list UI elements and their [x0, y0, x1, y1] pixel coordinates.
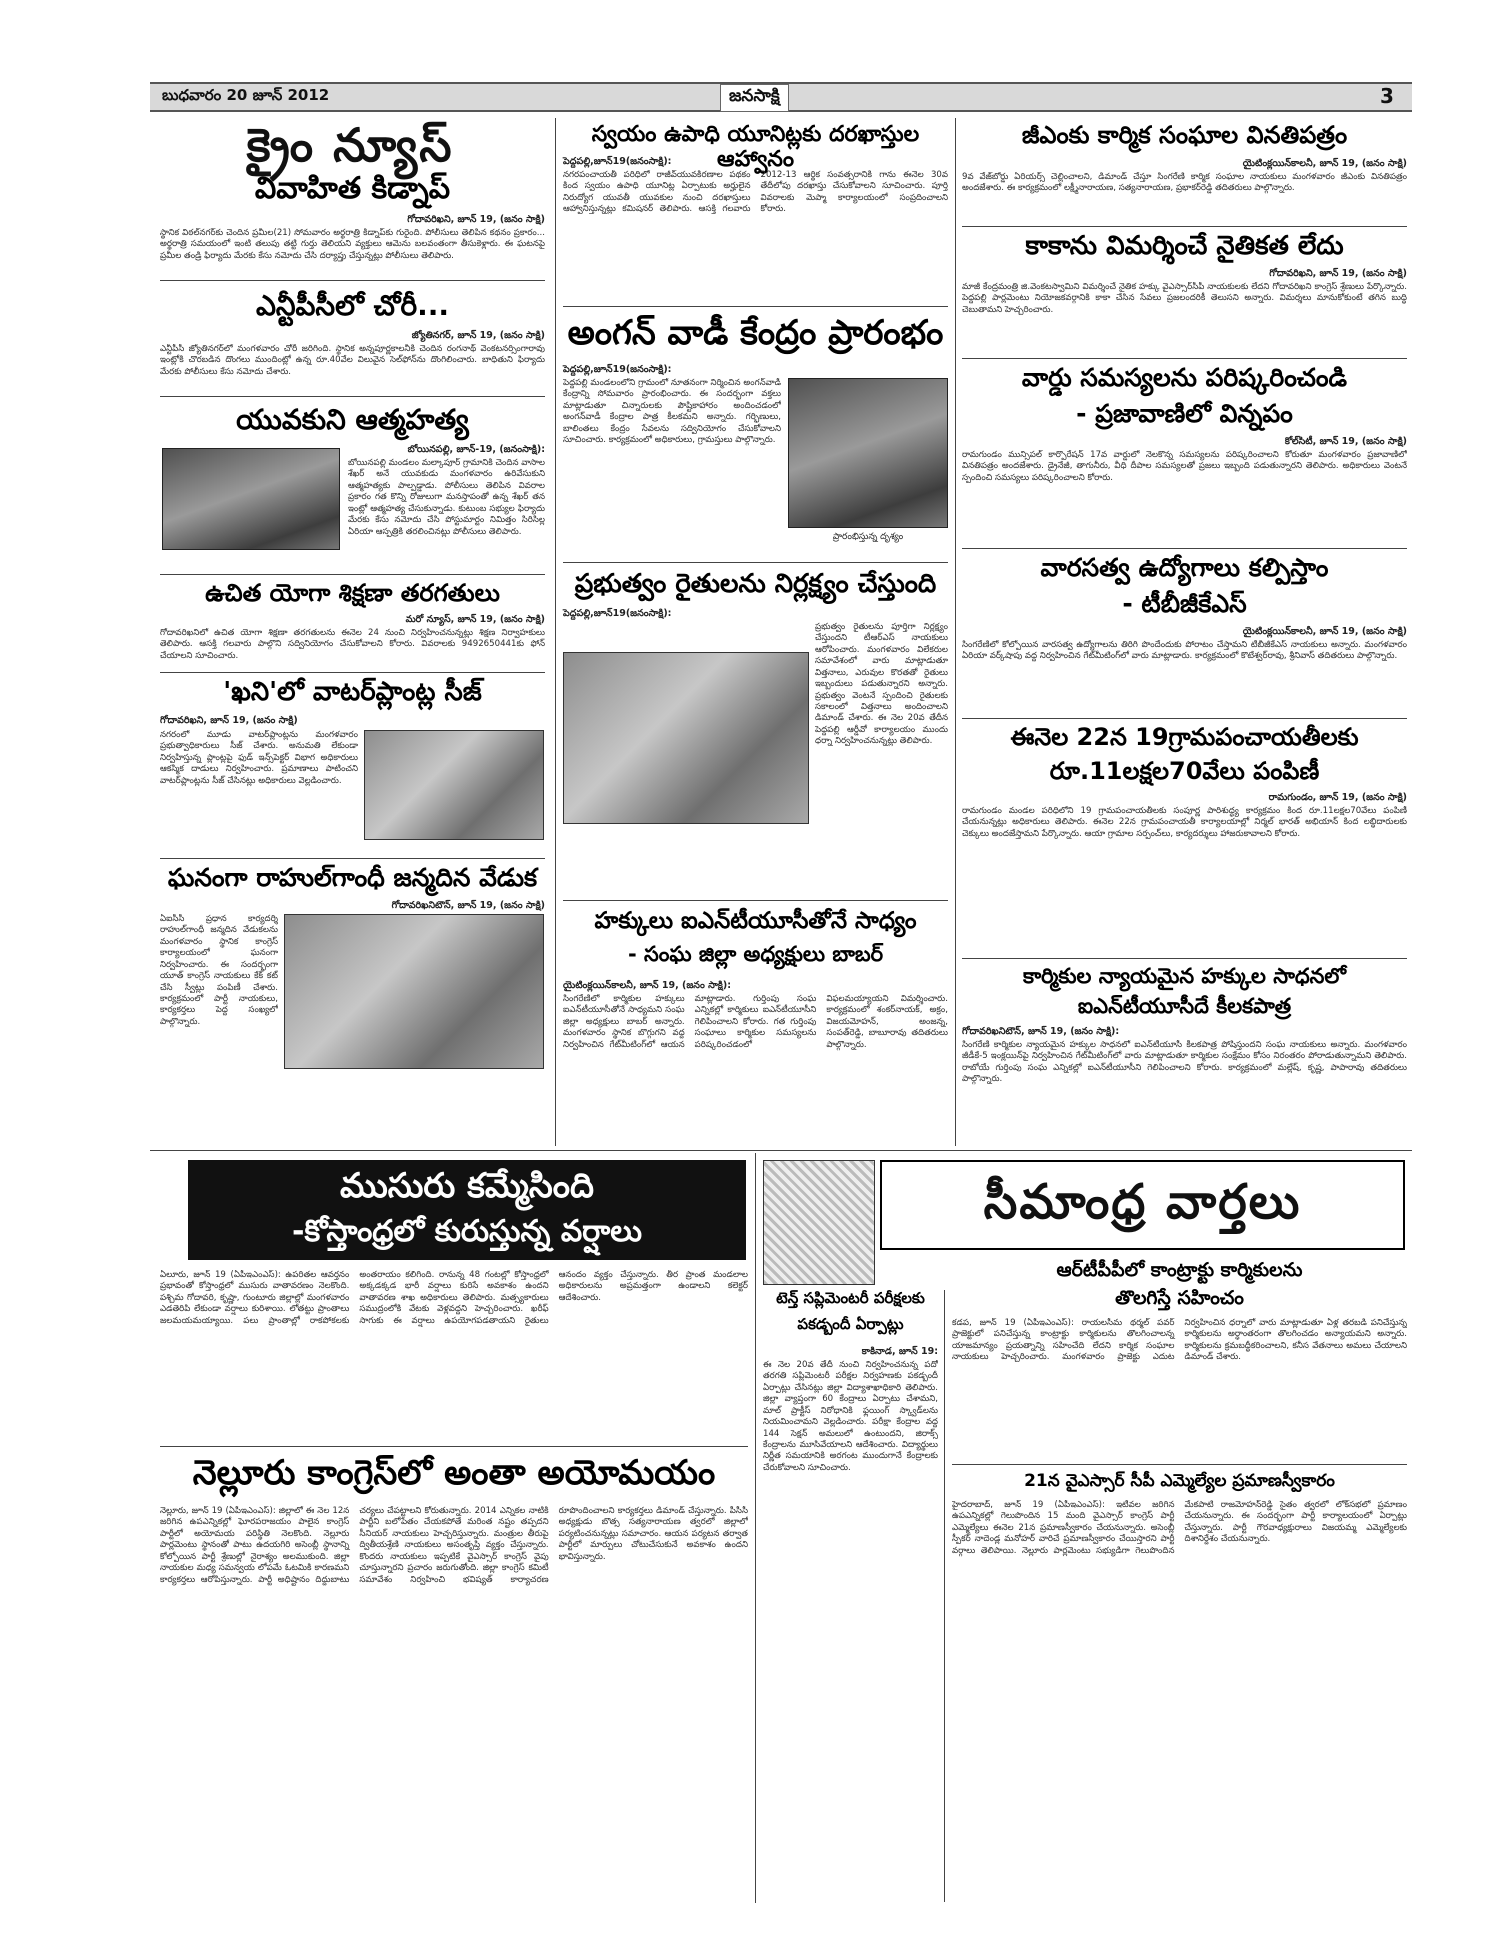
- headline-tenth-supplementary: టెన్త్ సప్లిమెంటరీ పరీక్షలకు: [776, 1289, 925, 1307]
- subheadline-tbgks: - టీబీజీకేఎస్: [1122, 589, 1247, 618]
- dateline: రామగుండం, జూన్ 19, (జనం సాక్షి): [1268, 792, 1407, 803]
- dateline: కాకినాడ, జూన్ 19:: [861, 1346, 938, 1357]
- article-divider: [563, 562, 948, 563]
- victim-photo: [162, 448, 340, 550]
- subheadline-prajavani: - ప్రజావాణిలో విన్నపం: [1076, 399, 1293, 428]
- article-body: ఎన్టీపీసీ జ్యోతినగర్‌లో మంగళవారం చోరీ జరిగింది. స్థానిక అన్నపూర్ణకాలనీకి చెందిన రంగనాథ్ వెంకటనర్సింగారావు ఇంట్లోకి చొరబడిన దొంగలు ముందింట్లో ఉన్న రూ.40వేల విలువైన సెల్‌ఫోన్‌ను దొంగిలించారు. బాధితుని ఫిర్యాదు మేరకు పోలీసులు కేసు నమోదు చేశారు.: [160, 344, 545, 377]
- article-body: బోయినపల్లి మండలం మల్కాపూర్ గ్రామానికి చెందిన వాసాల శేఖర్ అనే యువకుడు మంగళవారం ఉరివేసుకుని ఆత్మహత్యకు పాల్పడ్డాడు. పోలీసులు తెలిపిన వివరాల ప్రకారం గత కొన్ని రోజులుగా మనస్తాపంతో ఉన్న శేఖర్ తన ఇంట్లో ఆత్మహత్య చేసుకున్నాడు. కుటుంబ సభ్యుల ఫిర్యాదు మేరకు కేసు నమోదు చేసి పోస్టుమార్టం నిమిత్తం సిరిసిల్ల ఏరియా ఆస్పత్రికి తరలించినట్లు పోలీసులు తెలిపారు.: [348, 458, 545, 537]
- dateline: పెద్దపల్లి,జూన్19(జనంసాక్షి):: [563, 156, 672, 167]
- subheadline-babar: - సంఘ జిల్లా అధ్యక్షులు బాబర్: [627, 942, 884, 966]
- headline-yoga: ఉచిత యోగా శిక్షణా తరగతులు: [205, 579, 500, 607]
- article-body: ప్రభుత్వం రైతులను పూర్తిగా నిర్లక్ష్యం చేస్తుందని టీఆర్ఎస్ నాయకులు ఆరోపించారు. మంగళవారం విలేకరుల సమావేశంలో వారు మాట్లాడుతూ విత్తనాలు, ఎరువుల కొరతతో రైతులు ఇబ్బందులు పడుతున్నారని అన్నారు. ప్రభుత్వం వెంటనే స్పందించి రైతులకు సకాలంలో విత్తనాలు అందించాలని డిమాండ్ చేశారు. ఈ నెల 20వ తేదీన పెద్దపల్లి ఆర్డీవో కార్యాలయం ముందు ధర్నా నిర్వహించనున్నట్లు తెలిపారు.: [815, 622, 948, 747]
- column-divider: [755, 1153, 756, 1903]
- headline-water-plants: 'ఖని'లో వాటర్‌ప్లాంట్ల సీజ్: [223, 677, 482, 707]
- article-body: సింగరేణి కార్మికుల న్యాయమైన హక్కుల సాధనలో ఐఎన్‌టీయూసీ కీలకపాత్ర పోషిస్తుందని సంఘ నాయకులు అన్నారు. మంగళవారం జీడీకే-5 ఇంక్లయిన్‌పై నిర్వహించిన గేట్‌మీటింగ్‌లో వారు మాట్లాడుతూ కార్మికుల సంక్షేమం కోసం నిరంతరం పోరాడుతున్నామని తెలిపారు. రాబోయే గుర్తింపు సంఘ ఎన్నికల్లో ఐఎన్‌టీయూసీని గెలిపించాలని కోరారు. కార్యక్రమంలో మల్లేష్, కృష్ణ, పాపారావు తదితరులు పాల్గొన్నారు.: [962, 1040, 1407, 1085]
- article-divider: [962, 226, 1407, 227]
- headline-suicide: యువకుని ఆత్మహత్య: [236, 403, 469, 436]
- headline-workers-rights: కార్మికుల న్యాయమైన హక్కుల సాధనలో: [1022, 964, 1347, 988]
- column-divider: [555, 118, 556, 1146]
- subheadline-intuc-role: ఐఎన్‌టీయూసీదే కీలకపాత్ర: [1077, 994, 1292, 1018]
- article-divider: [563, 306, 948, 307]
- headline-gm-memorandum: జీఎంకు కార్మిక సంఘాల వినతిపత్రం: [1021, 121, 1348, 149]
- article-body: రామగుండం మండల పరిధిలోని 19 గ్రామపంచాయతీలకు సంపూర్ణ పారిశుద్ధ్య కార్యక్రమం కింద రూ.11లక్షల70వేలు పంపిణీ చేయనున్నట్లు అధికారులు తెలిపారు. ఈనెల 22న గ్రామపంచాయతీ కార్యాలయాల్లో నిర్మల్ భారత్ అభియాన్ కింద లబ్ధిదారులకు చెక్కులు అందజేస్తామని పేర్కొన్నారు. ఆయా గ్రామాల సర్పంచ్‌లు, కార్యదర్శులు హాజరుకావాలని కోరారు.: [962, 806, 1407, 839]
- issue-date: బుధవారం 20 జూన్ 2012: [162, 86, 330, 104]
- press-meet-photo: [563, 652, 809, 824]
- water-plant-photo: [364, 730, 544, 840]
- article-divider: [160, 672, 545, 673]
- photo-caption: ప్రారంభిస్తున్న దృశ్యం: [832, 532, 904, 542]
- subheadline-arrangements: పకడ్బందీ ఏర్పాట్లు: [797, 1315, 904, 1333]
- article-body: హైదరాబాద్, జూన్ 19 (ఏపీఇఎంఎస్): ఇటీవల జరిగిన ఉపఎన్నికల్లో గెలుపొందిన 15 మంది వైఎస్సార్ కాంగ్రెస్ పార్టీ ఎమ్మెల్యేలు ఈనెల 21న ప్రమాణస్వీకారం చేయనున్నారు. అసెంబ్లీ స్పీకర్ నాదెండ్ల మనోహర్ వారిచే ప్రమాణస్వీకారం చేయిస్తారని పార్టీ వర్గాలు తెలిపాయి. నెల్లూరు పార్లమెంటు సభ్యుడిగా గెలుపొందిన మేకపాటి రాజమోహన్‌రెడ్డి సైతం త్వరలో లోక్‌సభలో ప్రమాణం చేయనున్నారు. ఈ సందర్భంగా పార్టీ కార్యాలయంలో ఏర్పాట్లు చేస్తున్నారు. పార్టీ గౌరవాధ్యక్షురాలు విజయమ్మ ఎమ్మెల్యేలకు దిశానిర్దేశం చేయనున్నారు.: [952, 1500, 1407, 1556]
- dateline: పెద్దపల్లి,జూన్19(జనంసాక్షి):: [563, 364, 672, 375]
- subheadline-funds-amount: రూ.11లక్షల70వేలు పంపిణీ: [1049, 757, 1320, 785]
- column-divider: [944, 1290, 945, 1902]
- headline-nellore-congress: నెల్లూరు కాంగ్రెస్‌లో అంతా అయోమయం: [192, 1453, 716, 1493]
- article-divider: [563, 900, 948, 901]
- article-body: కడప, జూన్ 19 (ఏపీఇఎంఎస్): రాయలసీమ థర్మల్ పవర్ ప్రాజెక్టులో పనిచేస్తున్న కాంట్రాక్టు కార్మికులను తొలగించాలన్న యాజమాన్యం ప్రయత్నాన్ని సహించేది లేదని కార్మిక సంఘాల నాయకులు హెచ్చరించారు. మంగళవారం ప్రాజెక్టు ఎదుట నిర్వహించిన ధర్నాలో వారు మాట్లాడుతూ ఏళ్ల తరబడి పనిచేస్తున్న కార్మికులను అర్ధాంతరంగా తొలగించడం అన్యాయమని అన్నారు. కార్మికులను క్రమబద్ధీకరించాలని, కనీస వేతనాలు అమలు చేయాలని డిమాండ్ చేశారు.: [952, 1318, 1407, 1363]
- dateline: జ్యోతినగర్, జూన్ 19, (జనం సాక్షి): [411, 330, 545, 341]
- article-body: ఈ నెల 20వ తేదీ నుంచి నిర్వహించనున్న పదో తరగతి సప్లిమెంటరీ పరీక్షల నిర్వహణకు పకడ్బందీ ఏర్పాట్లు చేసినట్లు జిల్లా విద్యాశాఖాధికారి తెలిపారు. జిల్లా వ్యాప్తంగా 60 కేంద్రాలు ఏర్పాటు చేశామని, మాల్ ప్రాక్టీస్ నిరోధానికి ఫ్లయింగ్ స్క్వాడ్‌లను నియమించామని వెల్లడించారు. పరీక్షా కేంద్రాల వద్ద 144 సెక్షన్ అమలులో ఉంటుందని, జిరాక్స్ కేంద్రాలను మూసివేయాలని ఆదేశించారు. విద్యార్థులు నిర్ణీత సమయానికి అరగంట ముందుగానే కేంద్రాలకు చేరుకోవాలని సూచించారు.: [763, 1360, 938, 1473]
- birthday-celebration-photo: [284, 914, 544, 1069]
- dateline: గోదావరిఖని, జూన్ 19, (జనం సాక్షి): [160, 715, 298, 726]
- article-body: పెద్దపల్లి మండలంలోని గ్రామంలో నూతనంగా నిర్మించిన అంగన్‌వాడీ కేంద్రాన్ని సోమవారం ప్రారంభించారు. ఈ సందర్భంగా వక్తలు మాట్లాడుతూ చిన్నారులకు పౌష్టికాహారం అందించడంలో అంగన్‌వాడీ కేంద్రాల పాత్ర కీలకమని అన్నారు. గర్భిణులు, బాలింతలు కేంద్రం సేవలను సద్వినియోగం చేసుకోవాలని సూచించారు. కార్యక్రమంలో అధికారులు, గ్రామస్తులు పాల్గొన్నారు.: [563, 378, 781, 446]
- article-body: సింగరేణిలో కార్మికుల హక్కులు ఐఎన్‌టీయూసీతోనే సాధ్యమని సంఘ జిల్లా అధ్యక్షులు బాబర్ అన్నారు. మంగళవారం స్థానిక బొగ్గుగని వద్ద నిర్వహించిన గేట్‌మీటింగ్‌లో ఆయన మాట్లాడారు. గుర్తింపు సంఘ ఎన్నికల్లో కార్మికులు ఐఎన్‌టీయూసీని గెలిపించాలని కోరారు. గత గుర్తింపు సంఘాలు కార్మికుల సమస్యలను పరిష్కరించడంలో విఫలమయ్యాయని విమర్శించారు. కార్యక్రమంలో శంకర్‌నాయక్, అక్రం, విజయమోహన్, అంజన్న, సంపత్‌రెడ్డి, బాబూరావు తదితరులు పాల్గొన్నారు.: [563, 994, 948, 1050]
- dateline: యైటింక్లయిన్‌కాలనీ, జూన్ 19, (జనం సాక్షి): [1242, 626, 1407, 637]
- banner-line-1: ముసురు కమ్మేసింది: [340, 1166, 594, 1206]
- article-divider: [160, 396, 545, 397]
- dateline: పెద్దపల్లి,జూన్19(జనంసాక్షి):: [563, 608, 672, 619]
- headline-panchayat-funds: ఈనెల 22న 19గ్రామపంచాయతీలకు: [1010, 723, 1359, 751]
- rain-banner: [188, 1160, 746, 1260]
- article-body: సింగరేణిలో కోల్పోయిన వారసత్వ ఉద్యోగాలను తిరిగి పొందేందుకు పోరాటం చేస్తామని టీబీజీకేఎస్ నాయకులు అన్నారు. మంగళవారం ఏరియా వర్క్‌షాపు వద్ద నిర్వహించిన గేట్‌మీటింగ్‌లో వారు మాట్లాడారు. కార్యక్రమంలో కొటేశ్వర్‌రావు, శ్రీనివాస్ తదితరులు పాల్గొన్నారు.: [962, 640, 1407, 662]
- article-divider: [160, 858, 545, 859]
- headline-rahul-birthday: ఘనంగా రాహుల్‌గాంధీ జన్మదిన వేడుక: [167, 863, 538, 892]
- headline-farmers-neglect: ప్రభుత్వం రైతులను నిర్లక్ష్యం చేస్తుంది: [574, 569, 937, 599]
- article-body: ఏలూరు, జూన్ 19 (ఏపీఇఎంఎస్): ఉపరితల ఆవర్తనం ప్రభావంతో కోస్తాంధ్రలో ముసురు వాతావరణం నెలకొంది. పశ్చిమ గోదావరి, కృష్ణా, గుంటూరు జిల్లాల్లో మంగళవారం ఎడతెరిపి లేకుండా వర్షాలు కురిశాయి. లోతట్టు ప్రాంతాలు జలమయమయ్యాయి. పలు ప్రాంతాల్లో రాకపోకలకు అంతరాయం కలిగింది. రానున్న 48 గంటల్లో కోస్తాంధ్రలో అక్కడక్కడ భారీ వర్షాలు కురిసే అవకాశం ఉందని వాతావరణ శాఖ అధికారులు తెలిపారు. మత్స్యకారులు సముద్రంలోకి వేటకు వెళ్లవద్దని హెచ్చరించారు. ఖరీఫ్ సాగుకు ఈ వర్షాలు ఉపయోగపడతాయని రైతులు ఆనందం వ్యక్తం చేస్తున్నారు. తీర ప్రాంత మండలాల అధికారులను అప్రమత్తంగా ఉండాలని కలెక్టర్ ఆదేశించారు.: [160, 1270, 748, 1326]
- dateline: బోయినపల్లి, జూన్-19, (జనంసాక్షి):: [407, 444, 545, 455]
- article-divider: [962, 718, 1407, 719]
- dateline: కోల్‌సిటీ, జూన్ 19, (జనం సాక్షి): [1284, 436, 1407, 447]
- headline-self-employment: స్వయం ఉపాధి యూనిట్లకు దరఖాస్తుల ఆహ్వానం: [591, 122, 920, 173]
- banner-line-2: -కోస్తాంధ్రలో కురుస్తున్న వర్షాలు: [292, 1214, 642, 1249]
- headline-ysrcp-oath: 21న వైఎస్సార్ సీపీ ఎమ్మెల్యేల ప్రమాణస్వీకారం: [1024, 1471, 1335, 1491]
- dateline: యైటింక్లయిన్‌కాలనీ, జూన్ 19, (జనం సాక్షి): [1242, 158, 1407, 169]
- dateline: మరో న్యూస్, జూన్ 19, (జనం సాక్షి): [405, 614, 545, 625]
- article-body: మాజీ కేంద్రమంత్రి జి.వెంకటస్వామిని విమర్శించే నైతిక హక్కు వైఎస్సార్‌సీపీ నాయకులకు లేదని గోదావరిఖని కాంగ్రెస్ శ్రేణులు పేర్కొన్నారు. పెద్దపల్లి పార్లమెంటు నియోజకవర్గానికి కాకా చేసిన సేవలు ప్రజలందరికీ తెలుసని అన్నారు. విమర్శలు మానుకోకుంటే తగిన బుద్ధి చెబుతామని హెచ్చరించారు.: [962, 282, 1407, 315]
- article-body: నెల్లూరు, జూన్ 19 (ఏపీఇఎంఎస్): జిల్లాలో ఈ నెల 12న జరిగిన ఉపఎన్నికల్లో ఘోరపరాజయం పాలైన కాంగ్రెస్ పార్టీలో అయోమయ పరిస్థితి నెలకొంది. నెల్లూరు పార్లమెంటు స్థానంతో పాటు ఉదయగిరి అసెంబ్లీ స్థానాన్ని కోల్పోయిన పార్టీ శ్రేణుల్లో నైరాశ్యం అలముకుంది. జిల్లా నాయకుల మధ్య సమన్వయ లోపమే ఓటమికి కారణమని కార్యకర్తలు ఆరోపిస్తున్నారు. పార్టీ అధిష్టానం దిద్దుబాటు చర్యలు చేపట్టాలని కోరుతున్నారు. 2014 ఎన్నికల నాటికి పార్టీని బలోపేతం చేయకపోతే మరింత నష్టం తప్పదని సీనియర్ నాయకులు హెచ్చరిస్తున్నారు. మంత్రుల తీరుపై ద్వితీయశ్రేణి నాయకులు అసంతృప్తి వ్యక్తం చేస్తున్నారు. కొందరు నాయకులు ఇప్పటికే వైఎస్సార్ కాంగ్రెస్ వైపు చూస్తున్నారని ప్రచారం జరుగుతోంది. జిల్లా కాంగ్రెస్ కమిటీ సమావేశం నిర్వహించి భవిష్యత్ కార్యాచరణ రూపొందించాలని కార్యకర్తలు డిమాండ్ చేస్తున్నారు. పీసీసీ అధ్యక్షుడు బొత్స సత్యనారాయణ త్వరలో జిల్లాలో పర్యటించనున్నట్లు సమాచారం. ఆయన పర్యటన తర్వాత పార్టీలో మార్పులు చోటుచేసుకునే అవకాశం ఉందని భావిస్తున్నారు.: [160, 1506, 748, 1585]
- headline-kaka-criticism: కాకాను విమర్శించే నైతికత లేదు: [1025, 231, 1344, 261]
- article-divider: [962, 548, 1407, 549]
- dateline: యైటింక్లయిన్‌కాలనీ, జూన్ 19, (జనం సాక్షి):: [563, 980, 731, 991]
- article-body: నగరంలో మూడు వాటర్‌ప్లాంట్లను మంగళవారం ప్రభుత్వాధికారులు సీజ్ చేశారు. అనుమతి లేకుండా నిర్వహిస్తున్న ప్లాంట్లపై ఫుడ్ ఇన్స్‌పెక్టర్ విభాగ అధికారులు ఆకస్మిక దాడులు నిర్వహించారు. ప్రమాణాలు పాటించని వాటర్‌ప్లాంట్లను సీజ్ చేసినట్లు అధికారులు వెల్లడించారు.: [160, 730, 358, 786]
- dateline: గోదావరిఖని, జూన్ 19, (జనం సాక్షి): [1269, 268, 1407, 279]
- masthead-logo: జనసాక్షి: [720, 84, 789, 112]
- article-body: ఏఐసీసీ ప్రధాన కార్యదర్శి రాహుల్‌గాంధీ జన్మదిన వేడుకలను మంగళవారం స్థానిక కాంగ్రెస్ కార్యాలయంలో ఘనంగా నిర్వహించారు. ఈ సందర్భంగా యూత్ కాంగ్రెస్ నాయకులు కేక్ కట్ చేసి స్వీట్లు పంపిణీ చేశారు. కార్యక్రమంలో పార్టీ నాయకులు, కార్యకర్తలు పెద్ద సంఖ్యలో పాల్గొన్నారు.: [160, 914, 278, 1027]
- headline-kidnap: వివాహిత కిడ్నాప్: [254, 171, 451, 206]
- article-body: స్థానిక విఠల్‌నగర్‌కు చెందిన ప్రమీల(21) సోమవారం అర్థరాత్రి కిడ్నాప్‌కు గురైంది. పోలీసులు తెలిపిన కథనం ప్రకారం... అర్థరాత్రి సమయంలో ఇంటి తలుపు తట్టి గుర్తు తెలియని వ్యక్తులు ఆమెను బలవంతంగా తీసుకెళ్లారు. ఈ ఘటనపై ప్రమీల తండ్రి ఫిర్యాదు మేరకు కేసు నమోదు చేసి దర్యాప్తు చేస్తున్నట్లు పోలీసులు తెలిపారు.: [160, 228, 545, 261]
- article-body: రామగుండం మున్సిపల్ కార్పొరేషన్ 17వ వార్డులో నెలకొన్న సమస్యలను పరిష్కరించాలని కోరుతూ మంగళవారం ప్రజావాణిలో వినతిపత్రం అందజేశారు. డ్రైనేజీ, తాగునీరు, వీధి దీపాల సమస్యలతో ప్రజలు ఇబ్బంది పడుతున్నారని తెలిపారు. అధికారులు వెంటనే స్పందించి సమస్యలు పరిష్కరించాలని కోరారు.: [962, 450, 1407, 483]
- article-divider: [160, 1446, 748, 1447]
- column-divider: [955, 118, 956, 1146]
- article-divider: [962, 358, 1407, 359]
- subheadline-wont-tolerate: తొలగిస్తే సహించం: [1115, 1287, 1244, 1309]
- headline-intuc-rights: హక్కులు ఐఎన్‌టీయూసీతోనే సాధ్యం: [594, 908, 917, 934]
- page-number: 3: [1380, 84, 1394, 108]
- article-body: గోదావరిఖనిలో ఉచిత యోగా శిక్షణా తరగతులను ఈనెల 24 నుంచి నిర్వహించనున్నట్లు శిక్షణ నిర్వాహకులు తెలిపారు. ఆసక్తి గలవారు పాల్గొని సద్వినియోగం చేసుకోవాలని కోరారు. వివరాలకు 9492650441కు ఫోన్ చేయాలని సూచించారు.: [160, 628, 545, 661]
- article-divider: [160, 574, 545, 575]
- article-divider: [952, 1464, 1407, 1465]
- article-divider: [962, 958, 1407, 959]
- headline-ntpc-theft: ఎన్టీపీసీలో చోరీ...: [255, 289, 450, 322]
- anganwadi-opening-photo: [788, 378, 948, 528]
- dateline: గోదావరిఖనిటౌన్, జూన్ 19, (జనం సాక్షి): [391, 900, 545, 911]
- headline-anganwadi: అంగన్ వాడీ కేంద్రం ప్రారంభం: [567, 313, 944, 353]
- headline-rtpp-contract-workers: ఆర్‌టీపీపీలో కాంట్రాక్టు కార్మికులను: [1056, 1259, 1303, 1281]
- dateline: గోదావరిఖనిటౌన్, జూన్ 19, (జనం సాక్షి):: [962, 1026, 1120, 1037]
- section-divider: [150, 1150, 1412, 1151]
- headline-heritage-jobs: వారసత్వ ఉద్యోగాలు కల్పిస్తాం: [1040, 553, 1329, 582]
- seemandhra-news-logo: సీమాంధ్ర వార్తలు: [880, 1160, 1405, 1250]
- headline-ward-problems: వార్డు సమస్యలను పరిష్కరించండి: [1021, 363, 1348, 392]
- dateline: గోదావరిఖని, జూన్ 19, (జనం సాక్షి): [407, 214, 545, 225]
- article-divider: [160, 280, 545, 281]
- article-body: 9వ వేజ్‌బోర్డు ఏరియర్స్ చెల్లించాలని, డిమాండ్ చేస్తూ సింగరేణి కార్మిక సంఘాల నాయకులు మంగళవారం జీఎంకు వినతిపత్రం అందజేశారు. ఈ కార్యక్రమంలో లక్ష్మీనారాయణ, సత్యనారాయణ, ప్రభాకర్‌రెడ్డి తదితరులు పాల్గొన్నారు.: [962, 172, 1407, 194]
- article-body: నగరపంచాయతీ పరిధిలో రాజీవ్‌యువకిరణాల పథకం కింద స్వయం ఉపాధి యూనిట్ల ఏర్పాటుకు అర్హులైన నిరుద్యోగ యువతీ యువకుల నుంచి దరఖాస్తులు ఆహ్వానిస్తున్నట్లు కమిషనర్ తెలిపారు. ఆసక్తి గలవారు 2012-13 ఆర్థిక సంవత్సరానికి గాను ఈనెల 30వ తేదీలోపు దరఖాస్తు చేసుకోవాలని సూచించారు. పూర్తి వివరాలకు మెప్మా కార్యాలయంలో సంప్రదించాలని కోరారు.: [563, 170, 948, 215]
- crime-news-logo: క్రైం న్యూస్: [246, 118, 454, 172]
- andhra-map-image: [763, 1160, 875, 1285]
